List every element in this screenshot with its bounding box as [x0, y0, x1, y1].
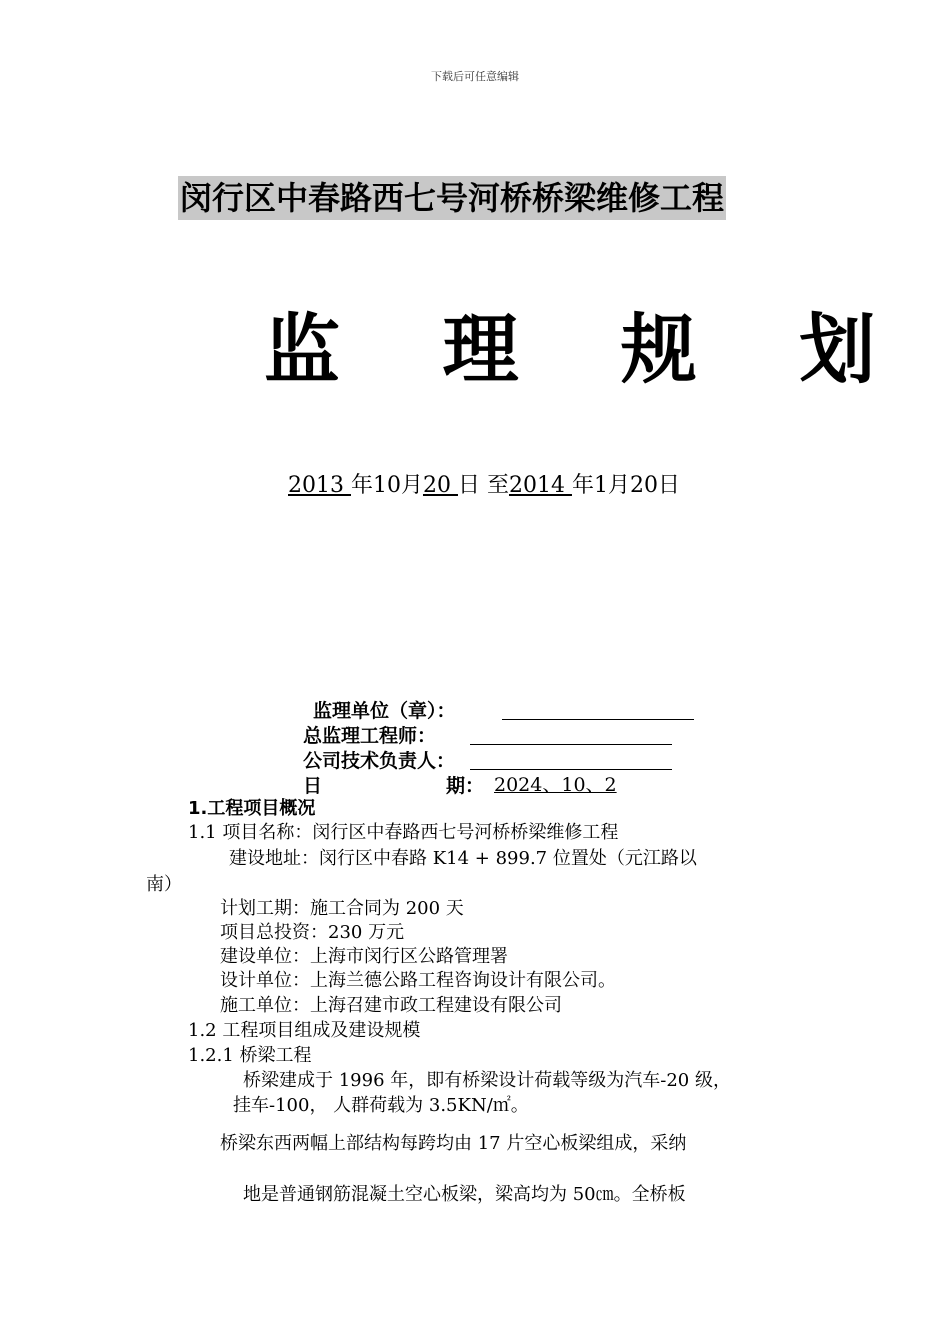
designer: 设计单位：上海兰德公路工程咨询设计有限公司。	[220, 970, 616, 991]
date-label-ri: 日	[303, 775, 323, 797]
project-title: 闵行区中春路西七号河桥桥梁维修工程	[178, 176, 726, 220]
project-name: 1.1 项目名称：闵行区中春路西七号河桥桥梁维修工程	[188, 822, 619, 843]
date-range	[288, 472, 680, 500]
tech-lead-line	[470, 769, 672, 770]
start-year: 2013	[288, 473, 351, 498]
bridge-paragraph-1-line2: 挂车-100， 人群荷载为 3.5KN/㎡。	[233, 1095, 529, 1116]
chief-engineer-label: 总监理工程师：	[303, 725, 437, 747]
bridge-paragraph-2-line1: 桥梁东西两幅上部结构每跨均由 17 片空心板梁组成，采纳	[220, 1133, 687, 1154]
date-label-qi: 期：	[446, 775, 485, 797]
bridge-paragraph-2-line2: 地是普通钢筋混凝土空心板梁，梁高均为 50㎝。全桥板	[243, 1184, 686, 1205]
address-line2: 南）	[146, 874, 182, 895]
header-note: 下载后可任意编辑	[431, 70, 519, 83]
start-day: 20	[422, 473, 458, 498]
sign-date-value: 2024、10、2	[494, 774, 617, 796]
main-title: 监 理 规 划	[264, 305, 914, 394]
date-text: 年10月	[350, 473, 423, 498]
schedule: 计划工期：施工合同为 200 天	[220, 898, 464, 919]
end-year: 2014	[508, 473, 572, 498]
section-1-2: 1.2 工程项目组成及建设规模	[188, 1020, 421, 1041]
tech-lead-label: 公司技术负责人：	[303, 750, 456, 772]
investment: 项目总投资：230 万元	[220, 922, 405, 943]
address-line1: 建设地址：闵行区中春路 K14 + 899.7 位置处（元江路以	[229, 848, 697, 869]
supervision-unit-label: 监理单位（章）：	[313, 700, 456, 722]
owner: 建设单位：上海市闵行区公路管理署	[220, 946, 508, 967]
date-text: 年1月20日	[571, 473, 680, 498]
chief-engineer-line	[470, 744, 672, 745]
section-1-2-1: 1.2.1 桥梁工程	[188, 1045, 312, 1066]
section-1-heading: 1.工程项目概况	[188, 798, 316, 819]
date-text: 日 至	[457, 473, 509, 498]
bridge-paragraph-1-line1: 桥梁建成于 1996 年，即有桥梁设计荷载等级为汽车-20 级，	[243, 1070, 731, 1091]
supervision-unit-line	[502, 719, 694, 720]
contractor: 施工单位：上海召建市政工程建设有限公司	[220, 995, 562, 1016]
